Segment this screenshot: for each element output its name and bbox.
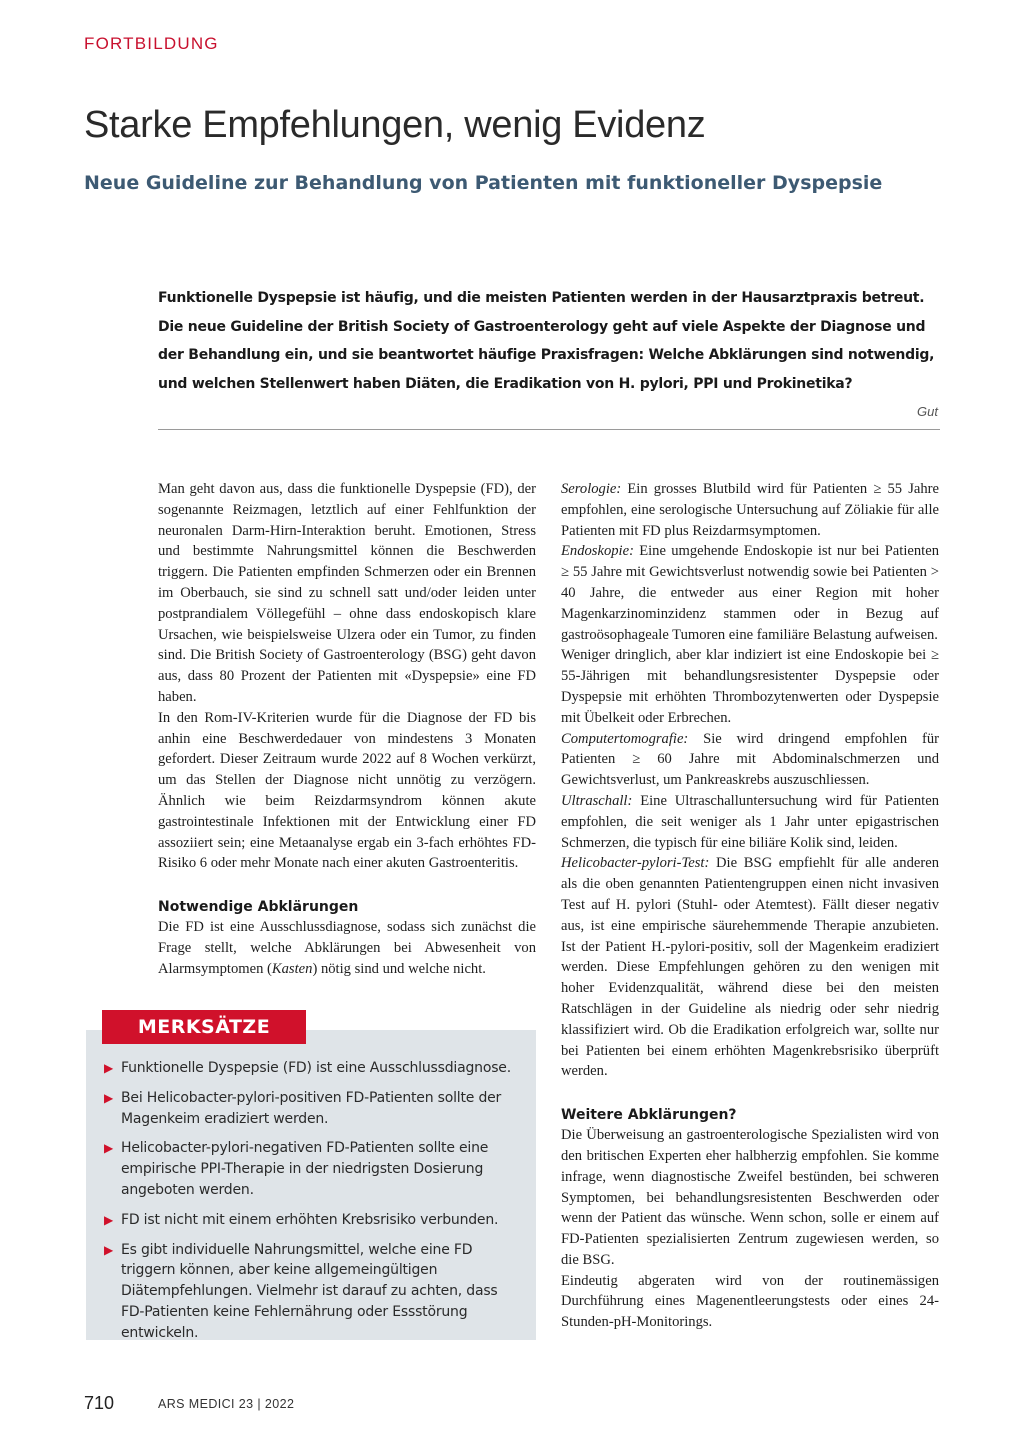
key-points-list bbox=[104, 1058, 522, 1353]
body-paragraph: Man geht davon aus, dass die funktionelle Dyspepsie (FD), der sogenannte Reizmagen, letztlich auf einer Fehlfunktion der neuronalen Darm-Hirn-Interaktion beruht. Emotionen, Stress und bestimmte Nahrungsmittel können die Beschwerden triggern. Die Patienten empfinden Schmerzen oder ein Brennen im Oberbauch, sie sind zu schnell satt und/oder leiden unter postprandialem Völlegefühl – ohne dass endoskopisch klare Ursachen, wie beispielsweise Ulzera oder ein Tumor, zu finden sind. Die British Society of Gastroenterology (BSG) geht davon aus, dass 80 Prozent der Patienten mit «Dyspepsie» eine FD haben. bbox=[158, 481, 536, 705]
list-item-text: Bei Helicobacter-pylori-positiven FD-Patienten sollte der Magenkeim eradiziert werden. bbox=[121, 1089, 502, 1127]
article-subtitle: Neue Guideline zur Behandlung von Patienten mit funktioneller Dyspepsie bbox=[84, 172, 883, 194]
text-run: Ein grosses Blutbild wird für Patienten ≥ 55 Jahre empfohlen, eine serologische Untersuchung auf Zöliakie für alle Patienten mit FD plus Reizdarmsymptomen. bbox=[561, 481, 939, 539]
lead-paragraph: Funktionelle Dyspepsie ist häufig, und die meisten Patienten werden in der Hausarztpraxis betreut. Die neue Guideline der British Society of Gastroenterology geht auf viele Aspekte der Diagnose und der Behandlung ein, und sie beantwortet häufige Praxisfragen: Welche Abklärungen sind notwendig, und welchen Stellenwert haben Diäten, die Eradikation von H. pylori, PPI und Prokinetika? bbox=[158, 290, 935, 392]
body-paragraph: Die Überweisung an gastroenterologische Spezialisten wird von den britischen Experten eher halbherzig empfohlen. Sie komme infrage, wenn diagnostische Zweifel bestünden, bei schweren Symptomen, bei behandlungsresistenten Beschwerden oder wenn der Patient das wünsche. Wenn schon, solle er einem auf FD-Patienten spezialisierten Zentrum zugewiesen werden, so die BSG. bbox=[561, 1127, 939, 1268]
body-paragraph bbox=[561, 853, 939, 1082]
body-paragraph: Weniger dringlich, aber klar indiziert ist eine Endoskopie bei ≥ 55-Jährigen mit behandlungsresistenter Dyspepsie oder Dyspepsie mit erhöhten Thrombozytenwerten oder Dyspepsie mit Übelkeit oder Erbrechen. bbox=[561, 647, 939, 726]
list-item bbox=[104, 1138, 522, 1200]
list-item bbox=[104, 1240, 522, 1344]
divider bbox=[158, 429, 940, 430]
run-in-label: Serologie: bbox=[561, 481, 622, 497]
body-paragraph bbox=[561, 791, 939, 853]
body-paragraph bbox=[561, 541, 939, 645]
list-item-text: Helicobacter-pylori-negativen FD-Patienten sollte eine empirische PPI-Therapie in der niedrigsten Dosierung angeboten werden. bbox=[121, 1140, 489, 1198]
body-paragraph bbox=[561, 479, 939, 541]
triangle-right-icon: ▶ bbox=[104, 1212, 114, 1227]
journal-issue: ARS MEDICI 23 | 2022 bbox=[158, 1397, 295, 1411]
triangle-right-icon: ▶ bbox=[104, 1242, 114, 1257]
text-run: ) nötig sind und welche nicht. bbox=[312, 960, 486, 977]
body-paragraph bbox=[561, 729, 939, 791]
run-in-label: Ultraschall: bbox=[561, 792, 633, 809]
body-paragraph: In den Rom-IV-Kriterien wurde für die Diagnose der FD bis anhin eine Beschwerdedauer von mindestens 3 Monaten gefordert. Dieser Zeitraum wurde 2022 auf 8 Wochen verkürzt, um das Stellen der Diagnose nicht unnötig zu verzögern. Ähnlich wie beim Reizdarmsyndrom können akute gastrointestinale Infektionen mit der Entwicklung einer FD assoziiert sein; eine Metaanalyse ergab ein 3-fach erhöhtes FD-Risiko 6 oder mehr Monate nach einer akuten Gastroenteritis. bbox=[158, 709, 536, 872]
run-in-label: Computertomografie: bbox=[561, 730, 689, 747]
list-item bbox=[104, 1088, 522, 1130]
source-credit: Gut bbox=[917, 404, 938, 419]
section-heading: Weitere Abklärungen? bbox=[561, 1107, 737, 1124]
text-run: Die FD ist eine Ausschlussdiagnose, sodass sich zunächst die Frage stellt, welche Abklärungen bei Abwesenheit von Alarmsymptomen ( bbox=[158, 919, 536, 977]
triangle-right-icon: ▶ bbox=[104, 1090, 114, 1105]
list-item-text: Es gibt individuelle Nahrungsmittel, welche eine FD triggern können, aber keine allgemeingültigen Diätempfehlungen. Vielmehr ist darauf zu achten, dass FD-Patienten keine Fehlernährung oder Essstörung entwickeln. bbox=[121, 1241, 498, 1341]
list-item bbox=[104, 1058, 522, 1079]
text-run: Die BSG empfiehlt für alle anderen als die oben genannten Patientengruppen einen nicht invasiven Test auf H. pylori (Stuhl- oder Atemtest). Fällt dieser negativ aus, ist eine empirische säurehemmende Therapie anzubieten. Ist der Patient H.-pylori-positiv, soll der Magenkeim eradiziert werden. Diese Empfehlungen gehören zu den wenigen mit hoher Evidenzqualität, während diese bei den meisten Ratschlägen in der Guideline als niedrig oder sehr niedrig klassifiziert wird. Ob die Eradikation erfolgreich war, sollte nur bei Patienten bei einem erhöhten Magenkrebsrisiko überprüft werden. bbox=[561, 855, 939, 1080]
text-run: Eine Ultraschalluntersuchung wird für Patienten empfohlen, die seit weniger als 1 Jahr unter epigastrischen Schmerzen, die typisch für eine biliäre Kolik sind, leiden. bbox=[561, 792, 939, 851]
triangle-right-icon: ▶ bbox=[104, 1141, 114, 1156]
list-item bbox=[104, 1210, 522, 1231]
text-run: Sie wird dringend empfohlen für Patienten ≥ 60 Jahre mit Abdominalschmerzen und Gewichtsverlust, um Pankreaskrebs auszuschliessen. bbox=[561, 730, 939, 789]
text-run: Eine umgehende Endoskopie ist nur bei Patienten ≥ 55 Jahre mit Gewichtsverlust notwendig sowie bei Patienten > 40 Jahre, die entweder aus einer Region mit hoher Magenkarzinominzidenz stammen oder in Bezug auf gastroösophageale Tumoren eine familiäre Belastung aufweisen. bbox=[561, 543, 939, 643]
right-column bbox=[561, 479, 939, 1333]
body-paragraph bbox=[158, 917, 536, 979]
text-run-italic: Kasten bbox=[271, 960, 313, 977]
page-number: 710 bbox=[84, 1393, 115, 1413]
section-heading: Notwendige Abklärungen bbox=[158, 899, 359, 916]
run-in-label: Helicobacter-pylori-Test: bbox=[561, 855, 710, 872]
list-item-text: Funktionelle Dyspepsie (FD) ist eine Ausschlussdiagnose. bbox=[121, 1060, 511, 1076]
article-title: Starke Empfehlungen, wenig Evidenz bbox=[84, 104, 706, 146]
body-paragraph: Eindeutig abgeraten wird von der routinemässigen Durchführung eines Magenentleerungstests oder eines 24-Stunden-pH-Monitorings. bbox=[561, 1272, 939, 1331]
key-points-heading: MERKSÄTZE bbox=[102, 1010, 306, 1044]
section-label: FORTBILDUNG bbox=[84, 34, 219, 53]
list-item-text: FD ist nicht mit einem erhöhten Krebsrisiko verbunden. bbox=[121, 1211, 499, 1228]
left-column bbox=[158, 479, 536, 980]
triangle-right-icon: ▶ bbox=[104, 1061, 114, 1075]
run-in-label: Endoskopie: bbox=[561, 543, 634, 560]
